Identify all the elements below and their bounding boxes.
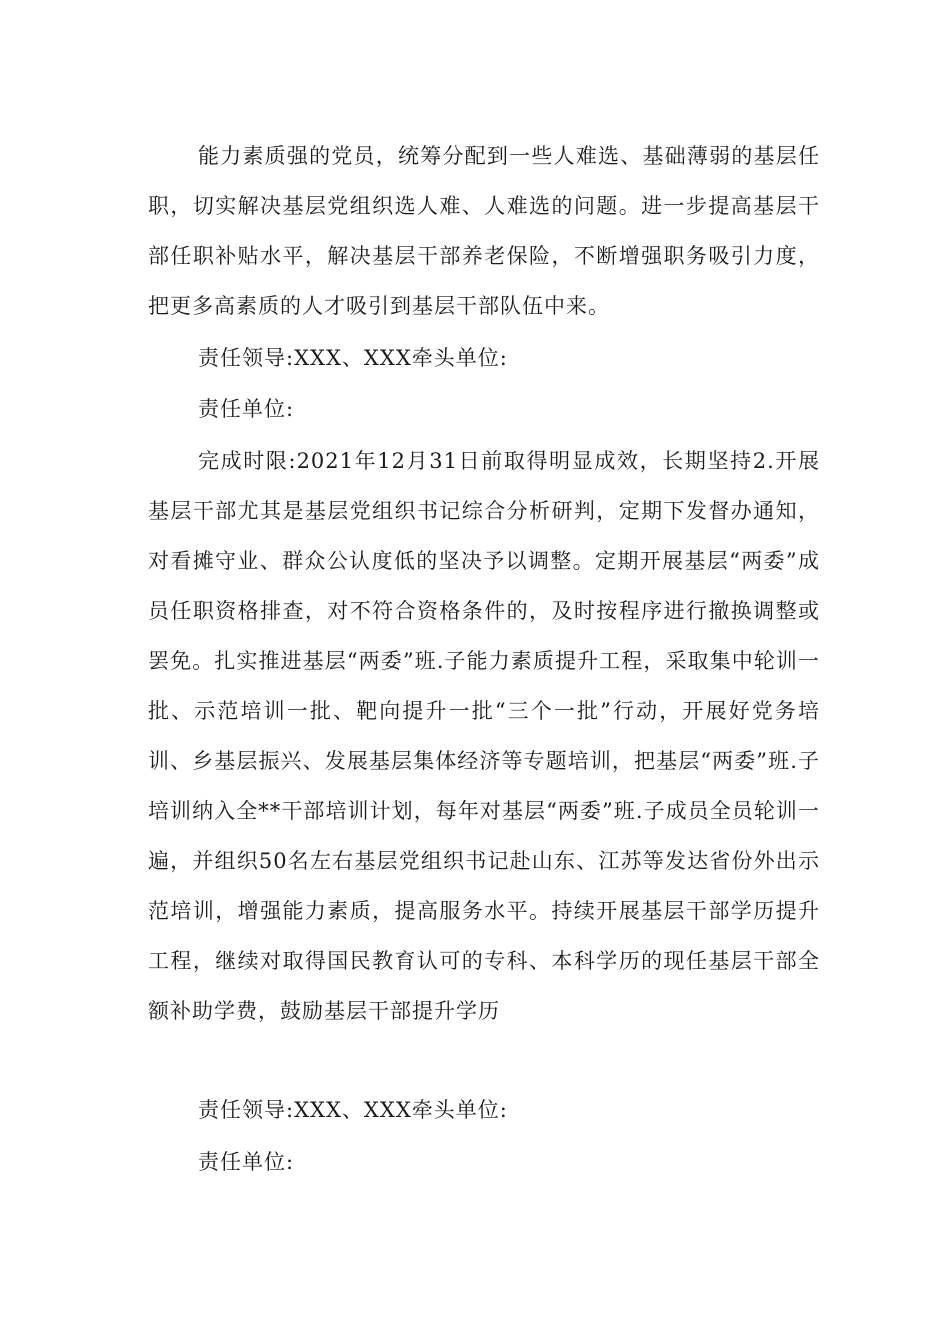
paragraph-deadline-and-training: 完成时限:2021年12月31日前取得明显成效，长期坚持2.开展基层干部尤其是基层党组织书记综合分析研判，定期下发督办通知，对看摊守业、群众公认度低的坚决予以调整。定期开展基层“两委”成员任职资格排查，对不符合资格条件的，及时按程序进行撤换调整或罢免。扎实推进基层“两委”班.子能力素质提升工程，采取集中轮训一批、示范培训一批、靶向提升一批“三个一批”行动，开展好党务培训、乡基层振兴、发展基层集体经济等专题培训，把基层“两委”班.子培训纳入全**干部培训计划，每年对基层“两委”班.子成员全员轮训一遍，并组织50名左右基层党组织书记赴山东、江苏等发达省份外出示范培训，增强能力素质，提高服务水平。持续开展基层干部学历提升工程，继续对取得国民教育认可的专科、本科学历的现任基层干部全额补助学费，鼓励基层干部提升学历: [148, 449, 820, 1023]
responsible-leader-line: 责任领导:XXX、XXX牵头单位:: [198, 346, 508, 370]
responsible-unit-line: 责任单位:: [198, 397, 295, 421]
responsible-unit-line-2: 责任单位:: [198, 1150, 295, 1174]
responsible-leader-line-2: 责任领导:XXX、XXX牵头单位:: [198, 1098, 508, 1122]
paragraph-cadre-allocation: 能力素质强的党员，统筹分配到一些人难选、基础薄弱的基层任职，切实解决基层党组织选人难、人难选的问题。进一步提高基层干部任职补贴水平，解决基层干部养老保险，不断增强职务吸引力度，把更多高素质的人才吸引到基层干部队伍中来。: [148, 144, 820, 318]
